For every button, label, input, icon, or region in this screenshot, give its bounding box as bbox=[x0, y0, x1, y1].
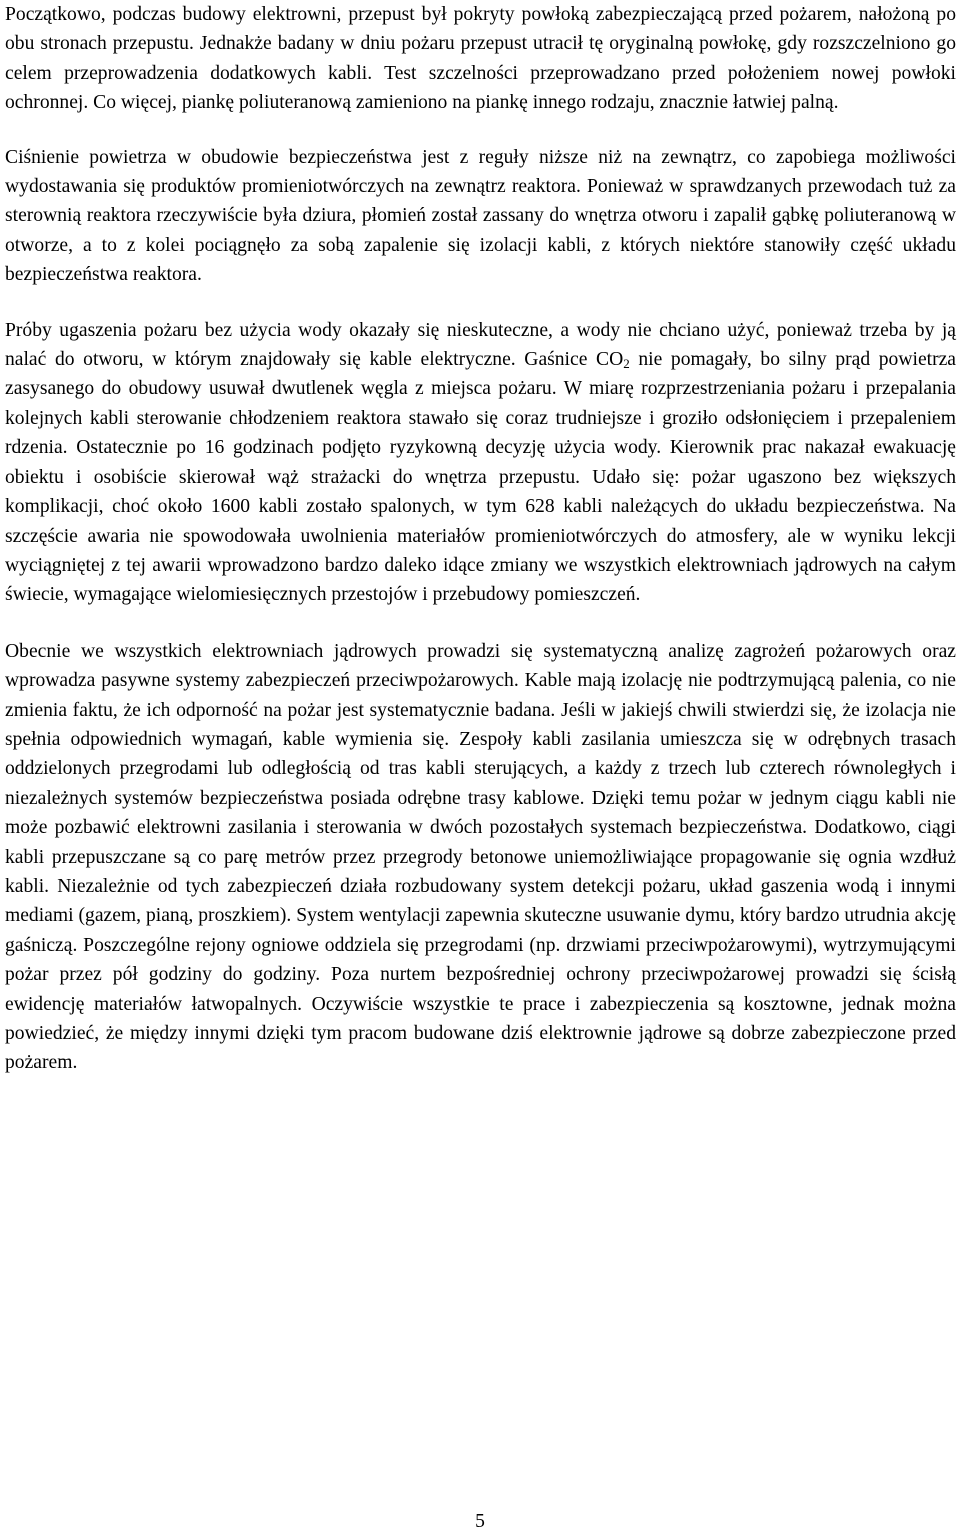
paragraph-3-text-start: Próby ugaszenia pożaru bez użycia wody okazały się nieskuteczne, a wody nie chciano użyć, ponieważ trzeba by ją nalać do otworu, w którym znajdowały się kable elektryczne. Gaśnice CO bbox=[5, 319, 956, 371]
paragraph-4: Obecnie we wszystkich elektrowniach jądrowych prowadzi się systematyczną analizę zagrożeń pożarowych oraz wprowadza pasywne systemy zabezpieczeń przeciwpożarowych. Kable mają izolację nie podtrzymującą palenia, co nie zmienia faktu, że ich odporność na pożar jest systematycznie badana. Jeśli w jakiejś chwili stwierdzi się, że izolacja nie spełnia odpowiednich wymagań, kable wymienia się. Zespoły kabli zasilania umieszcza się w odrębnych trasach oddzielonych przegrodami lub odległością od tras kabli sterujących, a każdy z trzech lub czterech równoległych i niezależnych systemów bezpieczeństwa posiada odrębne trasy kablowe. Dzięki temu pożar w jednym ciągu kabli nie może pozbawić elektrowni zasilania i sterowania w dwóch pozostałych systemach bezpieczeństwa. Dodatkowo, ciągi kabli przepuszczane są co parę metrów przez przegrody betonowe uniemożliwiające propagowanie się ognia wzdłuż kabli. Niezależnie od tych zabezpieczeń działa rozbudowany system detekcji pożaru, układ gaszenia wodą i innymi mediami (gazem, pianą, proszkiem). System wentylacji zapewnia skuteczne usuwanie dymu, który bardzo utrudnia akcję gaśniczą. Poszczególne rejony ogniowe oddziela się przegrodami (np. drzwiami przeciwpożarowymi), wytrzymującymi pożar przez pół godziny do godziny. Poza nurtem bezpośredniej ochrony przeciwpożarowej prowadzi się ścisłą ewidencję materiałów łatwopalnych. Oczywiście wszystkie te prace i zabezpieczenia są kosztowne, jednak można powiedzieć, że między innymi dzięki tym pracom budowane dziś elektrownie jądrowe są dobrze zabezpieczone przed pożarem. bbox=[5, 640, 956, 1074]
paragraph-1: Początkowo, podczas budowy elektrowni, przepust był pokryty powłoką zabezpieczającą przed pożarem, nałożoną po obu stronach przepustu. Jednakże badany w dniu pożaru przepust utracił tę oryginalną powłokę, gdy rozszczelniono go celem przeprowadzenia dodatkowych kabli. Test szczelności przeprowadzano przed położeniem nowej powłoki ochronnej. Co więcej, piankę poliuteranową zamieniono na piankę innego rodzaju, znacznie łatwiej palną. bbox=[5, 4, 956, 114]
paragraph-2: Ciśnienie powietrza w obudowie bezpieczeństwa jest z reguły niższe niż na zewnątrz, co zapobiega możliwości wydostawania się produktów promieniotwórczych na zewnątrz reaktora. Ponieważ w sprawdzanych przewodach tuż za sterownią reaktora rzeczywiście była dziura, płomień został zassany do wnętrza otworu i zapalił gąbkę poliuteranową w otworze, a to z kolei pociągnęło za sobą zapalenie się izolacji kabli, z których niektóre stanowiły część układu bezpieczeństwa reaktora. bbox=[5, 146, 956, 286]
document-page bbox=[5, 0, 956, 1078]
paragraph-3 bbox=[5, 316, 956, 610]
paragraph-3-text-end: nie pomagały, bo silny prąd powietrza zasysanego do obudowy usuwał dwutlenek węgla z miejsca pożaru. W miarę rozprzestrzeniania pożaru i przepalania kolejnych kabli sterowanie chłodzeniem reaktora stawało się coraz trudniejsze i groziło odsłonięciem i przepaleniem rdzenia. Ostatecznie po 16 godzinach podjęto ryzykowną decyzję użycia wody. Kierownik prac nakazał ewakuację obiektu i osobiście skierował wąż strażacki do wnętrza przepustu. Udało się: pożar ugaszono bez większych komplikacji, choć około 1600 kabli zostało spalonych, w tym 628 kabli należących do układu bezpieczeństwa. Na szczęście awaria nie spowodowała uwolnienia materiałów promieniotwórczych do atmosfery, ale w wyniku lekcji wyciągniętej z tej awarii wprowadzono bardzo daleko idące zmiany we wszystkich elektrowniach jądrowych na całym świecie, wymagające wielomiesięcznych przestojów i przebudowy pomieszczeń. bbox=[5, 349, 956, 606]
page-number: 5 bbox=[475, 1511, 485, 1532]
co2-subscript: 2 bbox=[623, 356, 630, 372]
